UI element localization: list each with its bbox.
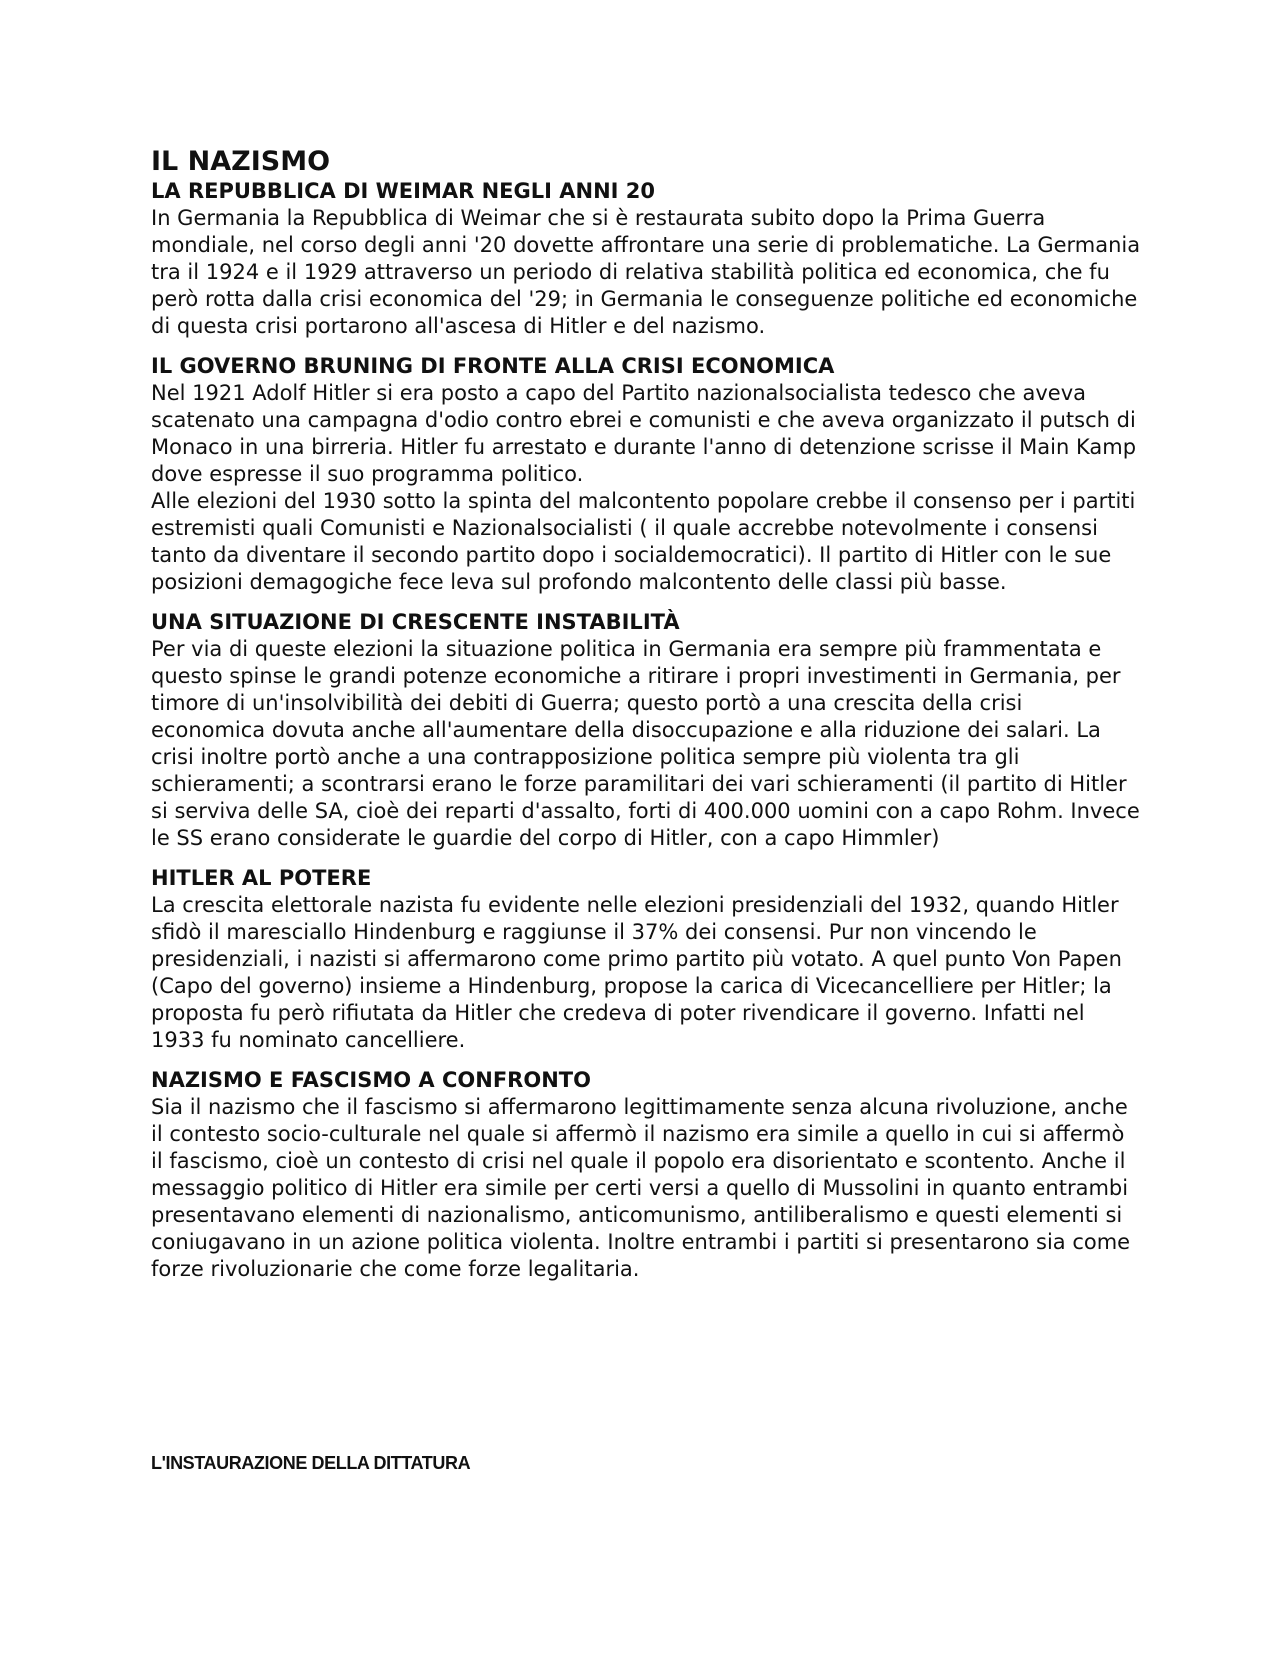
section-heading: LA REPUBBLICA DI WEIMAR NEGLI ANNI 20 [151, 179, 656, 203]
paragraph: Sia il nazismo che il fascismo si affermarono legittimamente senza alcuna rivoluzione, anche il contesto socio-culturale nel quale si affermò il nazismo era simile a quello in cui si affermò il fascismo, cioè un contesto di crisi nel quale il popolo era disorientato e scontento. Anche il messaggio politico di Hitler era simile per certi versi a quello di Mussolini in quanto entrambi presentavano elementi di nazionalismo, anticomunismo, antiliberalismo e questi elementi si coniugavano in un azione politica violenta. Inoltre entrambi i partiti si presentarono sia come forze rivoluzionarie che come forze legalitaria. [151, 1095, 1131, 1281]
section-heading: IL GOVERNO BRUNING DI FRONTE ALLA CRISI ECONOMICA [151, 354, 835, 378]
section-nazismo-fascismo [151, 1067, 1141, 1283]
paragraph: La crescita elettorale nazista fu evidente nelle elezioni presidenziali del 1932, quando Hitler sfidò il maresciallo Hindenburg e raggiunse il 37% dei consensi. Pur non vincendo le presidenziali, i nazisti si affermarono come primo partito più votato. A quel punto Von Papen (Capo del governo) insieme a Hindenburg, propose la carica di Vicecancelliere per Hitler; la proposta fu però rifiutata da Hitler che credeva di poter rivendicare il governo. Infatti nel 1933 fu nominato cancelliere. [151, 893, 1122, 1052]
section-hitler-al-potere [151, 865, 1141, 1054]
section-heading-dittatura: L'INSTAURAZIONE DELLA DITTATURA [151, 1453, 471, 1473]
paragraph: In Germania la Repubblica di Weimar che si è restaurata subito dopo la Prima Guerra mondiale, nel corso degli anni '20 dovette affrontare una serie di problematiche. La Germania tra il 1924 e il 1929 attraverso un periodo di relativa stabilità politica ed economica, che fu però rotta dalla crisi economica del '29; in Germania le conseguenze politiche ed economiche di questa crisi portarono all'ascesa di Hitler e del nazismo. [151, 206, 1141, 338]
section-heading: HITLER AL POTERE [151, 866, 372, 890]
section-instabilita [151, 609, 1141, 852]
section-governo-bruning [151, 353, 1141, 596]
paragraph: Alle elezioni del 1930 sotto la spinta del malcontento popolare crebbe il consenso per i partiti estremisti quali Comunisti e Nazionalsocialisti ( il quale accrebbe notevolmente i consensi tanto da diventare il secondo partito dopo i socialdemocratici). Il partito di Hitler con le sue posizioni demagogiche fece leva sul profondo malcontento delle classi più basse. [151, 489, 1136, 594]
paragraph: Nel 1921 Adolf Hitler si era posto a capo del Partito nazionalsocialista tedesco che aveva scatenato una campagna d'odio contro ebrei e comunisti e che aveva organizzato il putsch di Monaco in una birreria. Hitler fu arrestato e durante l'anno di detenzione scrisse il Main Kamp dove espresse il suo programma politico. [151, 381, 1137, 486]
document-body [151, 146, 1141, 1296]
section-weimar [151, 178, 1141, 340]
paragraph: Per via di queste elezioni la situazione politica in Germania era sempre più frammentata e questo spinse le grandi potenze economiche a ritirare i propri investimenti in Germania, per timore di un'insolvibilità dei debiti di Guerra; questo portò a una crescita della crisi economica dovuta anche all'aumentare della disoccupazione e alla riduzione dei salari. La crisi inoltre portò anche a una contrapposizione politica sempre più violenta tra gli schieramenti; a scontrarsi erano le forze paramilitari dei vari schieramenti (il partito di Hitler si serviva delle SA, cioè dei reparti d'assalto, forti di 400.000 uomini con a capo Rohm. Invece le SS erano considerate le guardie del corpo di Hitler, con a capo Himmler) [151, 637, 1140, 850]
document-title: IL NAZISMO [151, 146, 331, 177]
section-heading: UNA SITUAZIONE DI CRESCENTE INSTABILITÀ [151, 610, 680, 634]
section-heading: NAZISMO E FASCISMO A CONFRONTO [151, 1068, 591, 1092]
